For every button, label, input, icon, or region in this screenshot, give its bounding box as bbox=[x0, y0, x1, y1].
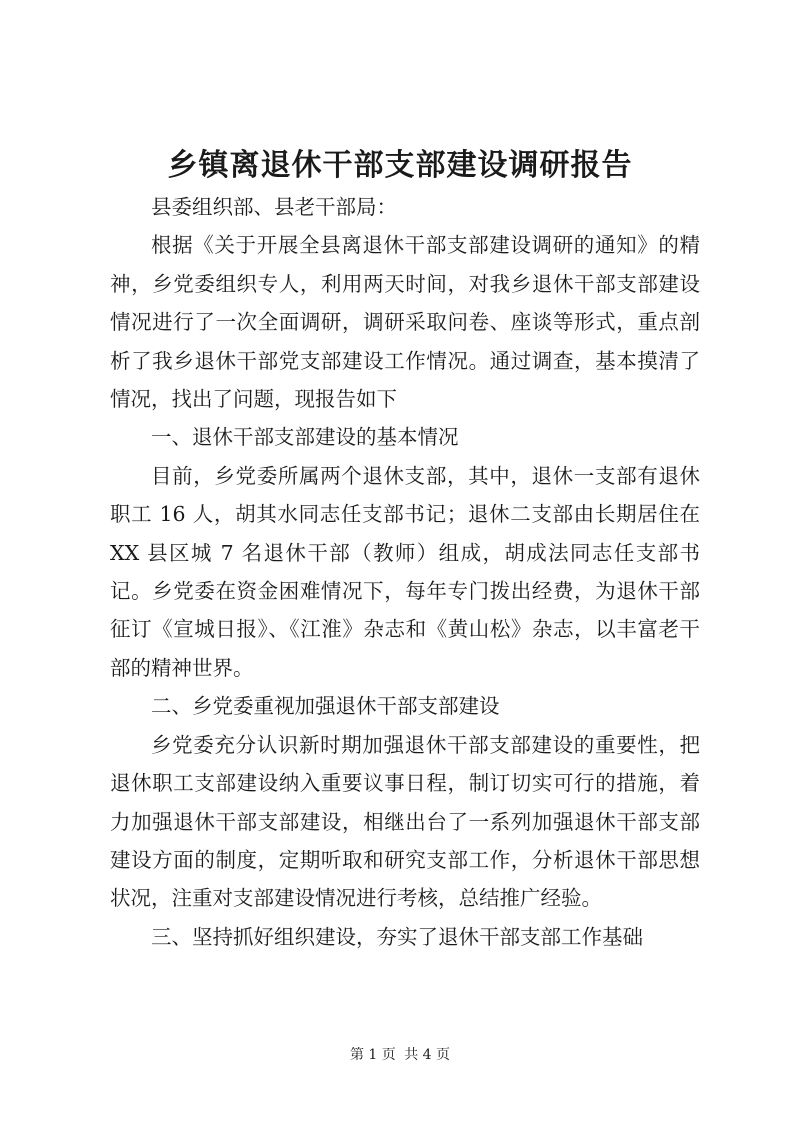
section-heading-2: 二、乡党委重视加强退休干部支部建设 bbox=[151, 694, 500, 719]
section-heading-1: 一、退休干部支部建设的基本情况 bbox=[151, 425, 459, 450]
salutation: 县委组织部、县老干部局： bbox=[151, 195, 397, 219]
page-footer bbox=[0, 1044, 800, 1064]
paragraph-basic-situation: 目前，乡党委所属两个退休支部，其中，退休一支部有退休职工 16 人，胡其水同志任支部书记；退休二支部由长期居住在 XX 县区城 7 名退休干部（教师）组成，胡成法同志任支部书记。乡党委在资金困难情况下，每年专门拨出经费，为退休干部征订《宣城日报》、《江淮》杂志和《黄山松》杂志，以丰富老干部的精神世界。 bbox=[110, 463, 700, 680]
document-body bbox=[110, 188, 700, 956]
paragraph-party-emphasis: 乡党委充分认识新时期加强退休干部支部建设的重要性，把退休职工支部建设纳入重要议事日程，制订切实可行的措施，着力加强退休干部支部建设，相继出台了一系列加强退休干部支部建设方面的制度，定期听取和研究支部工作，分析退休干部思想状况，注重对支部建设情况进行考核，总结推广经验。 bbox=[110, 732, 700, 911]
page-total: 共 4 页 bbox=[404, 1047, 451, 1063]
page-number: 第 1 页 bbox=[349, 1047, 396, 1063]
document-title: 乡镇离退休干部支部建设调研报告 bbox=[167, 148, 633, 183]
paragraph-intro: 根据《关于开展全县离退休干部支部建设调研的通知》的精神，乡党委组织专人，利用两天时间，对我乡退休干部支部建设情况进行了一次全面调研，调研采取问卷、座谈等形式，重点剖析了我乡退休干部党支部建设工作情况。通过调查，基本摸清了情况，找出了问题，现报告如下 bbox=[110, 233, 700, 412]
section-heading-3: 三、坚持抓好组织建设，夯实了退休干部支部工作基础 bbox=[151, 924, 643, 949]
